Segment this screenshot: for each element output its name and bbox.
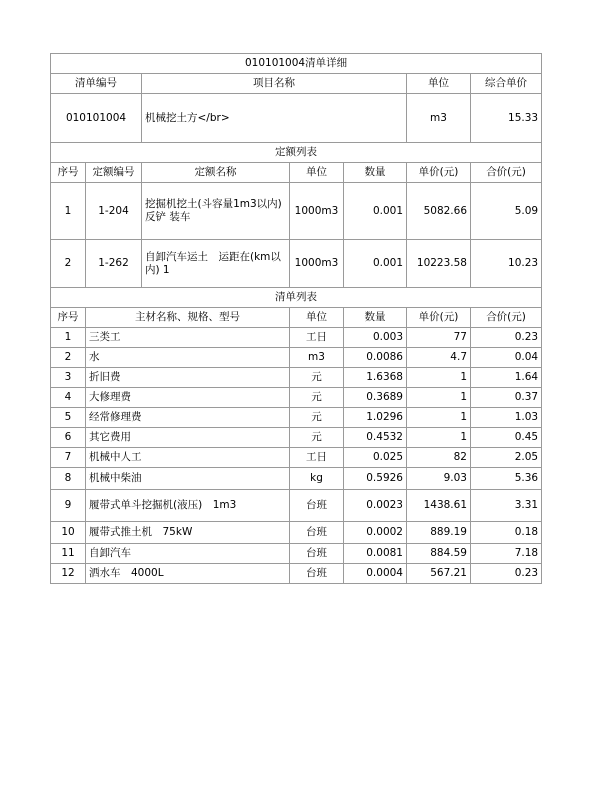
material-row	[51, 522, 542, 544]
quota-header-code: 定额编号	[86, 163, 142, 183]
material-unit: 元	[290, 368, 344, 388]
material-total: 0.23	[471, 328, 542, 348]
material-header-qty: 数量	[344, 308, 407, 328]
material-unit-price: 889.19	[407, 522, 471, 544]
quota-code: 1-262	[86, 240, 142, 288]
material-no: 2	[51, 348, 86, 368]
material-total: 0.45	[471, 428, 542, 448]
material-unit: 元	[290, 428, 344, 448]
material-unit: m3	[290, 348, 344, 368]
header-price: 综合单价	[471, 74, 542, 94]
quota-header-name: 定额名称	[142, 163, 290, 183]
quota-unit-price: 10223.58	[407, 240, 471, 288]
material-name: 三类工	[86, 328, 290, 348]
material-no: 5	[51, 408, 86, 428]
material-qty: 0.025	[344, 448, 407, 468]
quota-header-unit-price: 单价(元)	[407, 163, 471, 183]
quota-code: 1-204	[86, 183, 142, 240]
material-header-unit-price: 单价(元)	[407, 308, 471, 328]
header-name: 项目名称	[142, 74, 407, 94]
material-unit-price: 1	[407, 408, 471, 428]
material-qty: 1.6368	[344, 368, 407, 388]
quota-header-qty: 数量	[344, 163, 407, 183]
material-name: 洒水车 4000L	[86, 564, 290, 584]
material-no: 11	[51, 544, 86, 564]
material-unit: 台班	[290, 544, 344, 564]
material-qty: 0.3689	[344, 388, 407, 408]
material-unit-price: 567.21	[407, 564, 471, 584]
material-section-row	[51, 288, 542, 308]
quota-name: 自卸汽车运土 运距在(km以内) 1	[142, 240, 290, 288]
material-no: 12	[51, 564, 86, 584]
material-row	[51, 544, 542, 564]
material-unit: 台班	[290, 490, 344, 522]
quota-unit: 1000m3	[290, 183, 344, 240]
material-qty: 0.0002	[344, 522, 407, 544]
material-qty: 0.0004	[344, 564, 407, 584]
quota-row	[51, 183, 542, 240]
material-unit-price: 1	[407, 428, 471, 448]
quota-row	[51, 240, 542, 288]
material-unit: 工日	[290, 448, 344, 468]
material-name: 机械中柴油	[86, 468, 290, 490]
quota-section-row	[51, 143, 542, 163]
page-title: 010101004清单详细	[51, 54, 542, 74]
material-unit: 元	[290, 408, 344, 428]
main-header-row	[51, 74, 542, 94]
material-header-row	[51, 308, 542, 328]
quota-unit-price: 5082.66	[407, 183, 471, 240]
material-unit-price: 77	[407, 328, 471, 348]
quota-total: 5.09	[471, 183, 542, 240]
material-row	[51, 468, 542, 490]
material-total: 0.23	[471, 564, 542, 584]
material-qty: 0.5926	[344, 468, 407, 490]
material-row	[51, 428, 542, 448]
item-unit: m3	[407, 94, 471, 143]
item-code: 010101004	[51, 94, 142, 143]
quota-no: 2	[51, 240, 86, 288]
material-no: 1	[51, 328, 86, 348]
material-total: 0.37	[471, 388, 542, 408]
material-total: 0.04	[471, 348, 542, 368]
material-section-title: 清单列表	[51, 288, 542, 308]
material-row	[51, 368, 542, 388]
quota-section-title: 定额列表	[51, 143, 542, 163]
material-total: 2.05	[471, 448, 542, 468]
material-name: 履带式推土机 75kW	[86, 522, 290, 544]
material-row	[51, 564, 542, 584]
material-unit-price: 1	[407, 368, 471, 388]
material-total: 1.03	[471, 408, 542, 428]
material-qty: 0.4532	[344, 428, 407, 448]
header-code: 清单编号	[51, 74, 142, 94]
material-name: 大修理费	[86, 388, 290, 408]
material-qty: 1.0296	[344, 408, 407, 428]
material-no: 7	[51, 448, 86, 468]
quota-header-no: 序号	[51, 163, 86, 183]
material-unit-price: 9.03	[407, 468, 471, 490]
item-price: 15.33	[471, 94, 542, 143]
material-unit-price: 4.7	[407, 348, 471, 368]
material-row	[51, 328, 542, 348]
quota-no: 1	[51, 183, 86, 240]
title-row	[51, 54, 542, 74]
material-no: 10	[51, 522, 86, 544]
material-total: 1.64	[471, 368, 542, 388]
material-name: 自卸汽车	[86, 544, 290, 564]
material-no: 4	[51, 388, 86, 408]
material-unit: 工日	[290, 328, 344, 348]
material-no: 9	[51, 490, 86, 522]
material-header-total: 合价(元)	[471, 308, 542, 328]
material-no: 3	[51, 368, 86, 388]
material-unit: kg	[290, 468, 344, 490]
material-unit-price: 1438.61	[407, 490, 471, 522]
material-total: 0.18	[471, 522, 542, 544]
material-unit: 台班	[290, 564, 344, 584]
material-name: 经常修理费	[86, 408, 290, 428]
quota-header-row	[51, 163, 542, 183]
material-row	[51, 408, 542, 428]
quota-name: 挖掘机挖土(斗容量1m3以内) 反铲 装车	[142, 183, 290, 240]
material-name: 其它费用	[86, 428, 290, 448]
quota-header-unit: 单位	[290, 163, 344, 183]
material-qty: 0.0081	[344, 544, 407, 564]
main-row	[51, 94, 542, 143]
material-unit: 台班	[290, 522, 344, 544]
material-qty: 0.003	[344, 328, 407, 348]
material-no: 8	[51, 468, 86, 490]
header-unit: 单位	[407, 74, 471, 94]
material-row	[51, 490, 542, 522]
material-row	[51, 388, 542, 408]
bill-detail-table	[50, 53, 542, 584]
material-unit-price: 82	[407, 448, 471, 468]
material-header-unit: 单位	[290, 308, 344, 328]
material-unit-price: 884.59	[407, 544, 471, 564]
item-name: 机械挖土方</br>	[142, 94, 407, 143]
material-no: 6	[51, 428, 86, 448]
material-qty: 0.0086	[344, 348, 407, 368]
material-name: 折旧费	[86, 368, 290, 388]
material-total: 5.36	[471, 468, 542, 490]
material-row	[51, 348, 542, 368]
material-name: 履带式单斗挖掘机(液压) 1m3	[86, 490, 290, 522]
material-header-name: 主材名称、规格、型号	[86, 308, 290, 328]
material-row	[51, 448, 542, 468]
material-qty: 0.0023	[344, 490, 407, 522]
material-name: 机械中人工	[86, 448, 290, 468]
quota-header-total: 合价(元)	[471, 163, 542, 183]
material-name: 水	[86, 348, 290, 368]
material-total: 3.31	[471, 490, 542, 522]
material-total: 7.18	[471, 544, 542, 564]
quota-unit: 1000m3	[290, 240, 344, 288]
quota-qty: 0.001	[344, 240, 407, 288]
quota-total: 10.23	[471, 240, 542, 288]
quota-qty: 0.001	[344, 183, 407, 240]
material-unit: 元	[290, 388, 344, 408]
material-unit-price: 1	[407, 388, 471, 408]
material-header-no: 序号	[51, 308, 86, 328]
